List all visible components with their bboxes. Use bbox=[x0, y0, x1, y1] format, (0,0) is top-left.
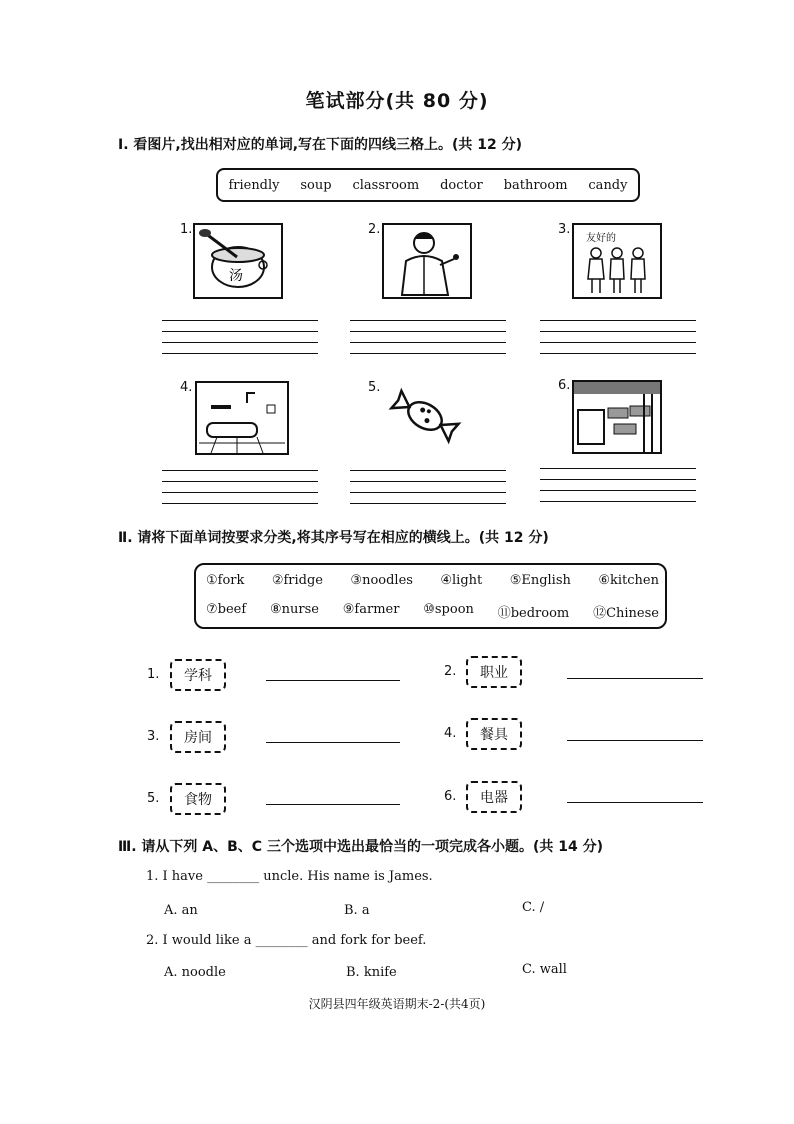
word-bank-item: bathroom bbox=[503, 177, 568, 193]
writing-lines bbox=[350, 470, 506, 504]
answer-line bbox=[567, 802, 703, 803]
word-bank-item: friendly bbox=[228, 177, 280, 193]
category-label: 餐具 bbox=[466, 718, 522, 750]
picture-caption: 友好的 bbox=[586, 233, 616, 244]
friends-icon bbox=[572, 223, 662, 299]
option-b: B. a bbox=[344, 903, 370, 918]
category-number: 6. bbox=[444, 789, 457, 804]
option-a: A. noodle bbox=[164, 965, 226, 980]
word-option: ⑤English bbox=[509, 573, 571, 588]
writing-lines bbox=[540, 468, 696, 502]
option-c: C. / bbox=[522, 900, 545, 915]
writing-lines bbox=[350, 320, 506, 354]
section-2-heading: Ⅱ. 请将下面单词按要求分类,将其序号写在相应的横线上。(共 12 分) bbox=[118, 530, 549, 546]
answer-line bbox=[266, 804, 400, 805]
picture-number: 3. bbox=[558, 222, 571, 237]
svg-text:汤: 汤 bbox=[229, 268, 243, 284]
question-2: 2. I would like a ________ and fork for beef. bbox=[146, 933, 427, 948]
word-option: ③noodles bbox=[350, 573, 413, 588]
option-a: A. an bbox=[164, 903, 198, 918]
question-1: 1. I have ________ uncle. His name is James. bbox=[146, 869, 433, 884]
word-option: ⑥kitchen bbox=[598, 573, 659, 588]
option-c: C. wall bbox=[522, 962, 567, 977]
option-b: B. knife bbox=[346, 965, 397, 980]
writing-lines bbox=[162, 320, 318, 354]
picture-number: 4. bbox=[180, 380, 193, 395]
word-options-box bbox=[194, 563, 667, 629]
category-number: 3. bbox=[147, 729, 160, 744]
writing-lines bbox=[162, 470, 318, 504]
category-label: 电器 bbox=[466, 781, 522, 813]
word-option: ⑦beef bbox=[206, 602, 247, 617]
page-footer: 汉阴县四年级英语期末-2-(共4页) bbox=[308, 997, 486, 1011]
answer-line bbox=[567, 740, 703, 741]
category-label: 食物 bbox=[170, 783, 226, 815]
picture-number: 1. bbox=[180, 222, 193, 237]
word-bank-item: soup bbox=[300, 177, 332, 193]
section-1-heading: Ⅰ. 看图片,找出相对应的单词,写在下面的四线三格上。(共 12 分) bbox=[118, 137, 523, 153]
picture-number: 5. bbox=[368, 380, 381, 395]
word-option: ①fork bbox=[206, 573, 245, 588]
section-3-heading: Ⅲ. 请从下列 A、B、C 三个选项中选出最恰当的一项完成各小题。(共 14 分) bbox=[118, 839, 603, 855]
word-option: ⑪bedroom bbox=[497, 606, 570, 621]
soup-pot-icon bbox=[193, 223, 283, 299]
answer-line bbox=[266, 680, 400, 681]
picture-number: 2. bbox=[368, 222, 381, 237]
category-number: 2. bbox=[444, 664, 457, 679]
picture-number: 6. bbox=[558, 378, 571, 393]
word-bank-box bbox=[216, 168, 640, 202]
category-label: 房间 bbox=[170, 721, 226, 753]
word-bank-item: candy bbox=[588, 177, 628, 193]
word-option: ②fridge bbox=[271, 573, 323, 588]
writing-lines bbox=[540, 320, 696, 354]
doctor-icon bbox=[382, 223, 472, 299]
word-bank-item: classroom bbox=[352, 177, 420, 193]
word-option: ⑧nurse bbox=[269, 602, 319, 617]
word-option: ⑫Chinese bbox=[593, 606, 659, 621]
category-number: 5. bbox=[147, 791, 160, 806]
category-number: 1. bbox=[147, 667, 160, 682]
bathroom-icon bbox=[195, 381, 289, 455]
classroom-icon bbox=[572, 380, 662, 454]
category-label: 学科 bbox=[170, 659, 226, 691]
answer-line bbox=[567, 678, 703, 679]
answer-line bbox=[266, 742, 400, 743]
page-title: 笔试部分(共 80 分) bbox=[305, 90, 489, 112]
word-option: ④light bbox=[440, 573, 483, 588]
word-option: ⑨farmer bbox=[342, 602, 400, 617]
category-label: 职业 bbox=[466, 656, 522, 688]
word-bank-item: doctor bbox=[440, 177, 483, 193]
category-number: 4. bbox=[444, 726, 457, 741]
candy-icon bbox=[382, 381, 468, 451]
word-option: ⑩spoon bbox=[423, 602, 474, 617]
